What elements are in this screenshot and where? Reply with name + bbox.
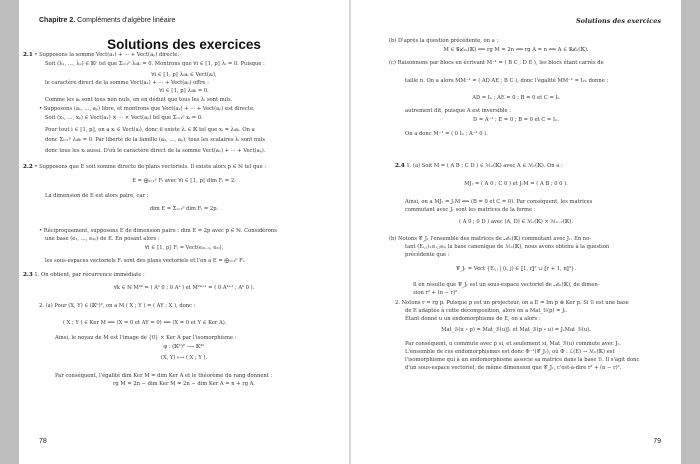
text-line: 2. Notons r = rg p. Puisque p est un projecteur, on a E = Im p ⊕ Ker p. Si ℬ est une base	[395, 300, 629, 306]
text-line: AD = Iₙ ; AE = 0 ; B = 0 et C = Iₙ	[472, 95, 560, 101]
page-number-right: 79	[653, 438, 661, 445]
text-line: sion r² + (n − r)².	[413, 290, 459, 296]
text-line: • Supposons (a₁, …, aₚ) libre, et montrons que Vect(a₁) + ··· + Vect(aₚ) est directe.	[39, 106, 255, 112]
text-line: Soit (λ₁, …, λₚ) ∈ 𝕂ᵖ tel que Σᵢ₌₁ᵖ λᵢaᵢ = 0. Montrons que ∀i ∈ ⟦1, p⟧ λᵢ = 0. Puisque :	[45, 61, 265, 67]
chapter-label: Chapitre 2.	[39, 17, 76, 24]
text-line: La dimension de E est alors paire, car :	[45, 193, 149, 199]
text-line: 𝒞_Jᵣ = Vect {Eᵢ,ⱼ | (i, j) ∈ ⟦1, r⟧² ∪ ⟦r + 1, n⟧²}.	[455, 266, 577, 272]
text-line: Ainsi, le noyau de M est l'image de {0} × Ker A par l'isomorphisme :	[55, 335, 237, 341]
text-line: Par conséquent, u commute avec p si, et seulement si, Mat_ℬ(u) commute avec Jᵣ.	[405, 341, 621, 347]
text-line: Comme les aᵢ sont tous non nuls, on en déduit que tous les λᵢ sont nuls.	[45, 97, 233, 103]
exercise-number: 2.2	[23, 164, 33, 170]
chapter-title: Compléments d'algèbre linéaire	[77, 17, 176, 24]
text-line: Soit (x₁, …, xₚ) ∈ Vect(a₁) × ··· × Vect(aₚ) tel que Σᵢ₌₁ᵖ xᵢ = 0.	[45, 115, 203, 121]
text-line: autrement dit, puisque A est inversible :	[405, 108, 511, 114]
text-line: Pour tout i ∈ ⟦1, p⟧, on a xᵢ ∈ Vect(aᵢ), donc il existe λᵢ ∈ 𝕂 tel que xᵢ = λᵢaᵢ. On a	[45, 127, 255, 133]
text-line: 2. (a) Pour (X, Y) ∈ (𝕂ⁿ)², on a M ( X ; Y ) = ( AY ; X ), donc :	[39, 303, 196, 309]
text-line: M ∈ 𝒢ℒ₂ₙ(𝕂) ⟺ rg M = 2n ⟺ rg A = n ⟺ A ∈ 𝒢ℒₙ(𝕂).	[443, 47, 589, 53]
text-line: taille n. On a alors MM⁻¹ = ( AD AE ; B C ), donc l'égalité MM⁻¹ = I₂ₙ donne :	[405, 78, 609, 84]
text-line: commutant avec Jᵣ sont les matrices de la forme :	[405, 207, 536, 213]
text-line: Ainsi, on a MJᵣ = JᵣM ⟺ (B = 0 et C = 0). Par conséquent, les matrices	[405, 199, 593, 205]
text-line: dim E = Σᵢ₌₁ᵖ dim Fᵢ = 2p.	[149, 206, 219, 212]
text-line: de E adaptée à cette décomposition, alors on a Mat_ℬ(p) = Jᵣ.	[405, 308, 568, 314]
text-line: rg M = 2n − dim Ker M = 2n − dim Ker A = n + rg A.	[112, 381, 256, 387]
text-line: ∀i ∈ ⟦1, p⟧ λᵢaᵢ = 0.	[159, 88, 209, 94]
exercise-number: 2.3	[23, 272, 33, 278]
text-line: Par conséquent, l'égalité dim Ker M = dim Ker A et le théorème du rang donnent :	[55, 373, 273, 379]
text-line: (b) D'après la question précédente, on a :	[389, 38, 499, 44]
text-line: On a donc M⁻¹ = ( 0 Iₙ ; A⁻¹ 0 ).	[405, 131, 488, 137]
text-line: D = A⁻¹ ; E = 0 ; B = 0 et C = Iₙ.	[473, 117, 559, 123]
text-line: 2.3 1. On obtient, par récurrence immédiate :	[23, 272, 145, 278]
text-line: Mat_ℬ(u ∘ p) = Mat_ℬ(u)Jᵣ et Mat_ℬ(p ∘ u) = JᵣMat_ℬ(u).	[441, 327, 591, 333]
text-line: MJᵣ = ( A 0 ; C 0 ) et JᵣM = ( A B ; 0 0 ).	[464, 181, 568, 187]
text-line: 2.1 • Supposons la somme Vect(a₁) + ··· + Vect(aₚ) directe.	[23, 52, 180, 58]
text-line: donc tous les xᵢ aussi. D'où le caractère direct de la somme Vect(a₁) + ··· + Vect(aₚ).	[45, 148, 266, 154]
exercise-number: 2.1	[23, 52, 33, 58]
text-line: 2.2 • Supposons que E soit somme directe de plans vectoriels. Il existe alors p ∈ ℕ tel que :	[23, 164, 267, 170]
running-head-right: Solutions des exercices	[575, 17, 661, 25]
text-line: (X, Y) ⟼ ( X ; Y ).	[160, 355, 208, 361]
text-line: (b) Notons 𝒞_Jᵣ l'ensemble des matrices de ℳₙ(𝕂) commutant avec Jᵣ. En no-	[389, 236, 592, 242]
text-line: ∀i ∈ ⟦1, p⟧ λᵢaᵢ ∈ Vect(aᵢ),	[151, 72, 217, 78]
text-line: ∀k ∈ ℕ M²ᵏ = ( Aᵏ 0 ; 0 Aᵏ ) et M²ᵏ⁺¹ = ( 0 Aᵏ⁺¹ ; Aᵏ 0 ).	[113, 285, 255, 291]
text-line: l'isomorphisme qui à un endomorphisme associe sa matrice dans la base ℬ. Il s'agit donc	[405, 357, 640, 363]
text-line: ∀i ∈ ⟦1, p⟧ Fᵢ = Vect(e₂ᵢ₋₁, e₂ᵢ),	[144, 245, 224, 251]
text-line: une base (e₁, …, e₂ₚ) de E. En posant alors :	[45, 236, 160, 242]
page-number-left: 78	[39, 438, 47, 445]
text-line: E = ⨁ᵢ₌₁ᵖ Fᵢ avec ∀i ∈ ⟦1, p⟧ dim Fᵢ = 2.	[132, 178, 236, 184]
text-line: (c) Raisonnons par blocs en écrivant M⁻¹ = ( B C ; D E ), les blocs étant carrés de	[389, 60, 604, 66]
text-line: • Réciproquement, supposons E de dimension paire : dim E = 2p avec p ∈ ℕ. Considérons	[39, 228, 277, 234]
right-page	[351, 0, 681, 464]
text-line: les sous-espaces vectoriels Fᵢ sont des plans vectoriels et l'on a E = ⨁ᵢ₌₁ᵖ Fᵢ.	[45, 258, 246, 264]
text-line: le caractère direct de la somme Vect(a₁) + ··· + Vect(aₚ) offre :	[45, 80, 209, 86]
text-line: donc Σᵢ₌₁ᵖ λᵢaᵢ = 0. Par liberté de la famille (a₁, …, aₚ), tous les scalaires λᵢ sont nuls	[45, 137, 265, 143]
left-page	[19, 0, 349, 464]
text-line: Étant donné u un endomorphisme de E, on a alors :	[405, 316, 541, 322]
text-line: précédente que :	[405, 252, 450, 258]
text-line: L'ensemble de ces endomorphismes est donc Φ⁻¹(𝒞_Jᵣ), où Φ : ℒ(E) → ℳₙ(𝕂) est	[405, 349, 615, 355]
exercise-number: 2.4	[395, 163, 405, 169]
text-line: Il en résulte que 𝒞_Jᵣ est un sous-espace vectoriel de ℳₙ(𝕂), de dimen-	[413, 282, 600, 288]
text-line: ( X ; Y ) ∈ Ker M ⟺ (X = 0 et AY = 0) ⟺ (X = 0 et Y ∈ Ker A).	[63, 320, 227, 326]
running-head-left	[39, 17, 175, 24]
text-line: φ : (𝕂ⁿ)² ⟶ 𝕂²ⁿ	[163, 344, 205, 350]
section-title: Solutions des exercices	[107, 37, 261, 52]
text-line: d'un sous-espace vectoriel, de même dimension que 𝒞_Jᵣ, c'est-à-dire r² + (n − r)².	[405, 365, 622, 371]
text-line: ( A 0 ; 0 D ) avec (A, D) ∈ ℳᵣ(𝕂) × ℳₙ₋ᵣ(𝕂).	[459, 219, 573, 225]
text-line: tant (Eᵢ,ⱼ)₁≤ᵢ,ⱼ≤ₙ la base canonique de ℳₙ(𝕂), nous avons obtenu à la question	[405, 244, 610, 250]
text-line: 2.4 1. (a) Soit M = ( A B ; C D ) ∈ ℳₙ(𝕂) avec A ∈ ℳᵣ(𝕂). On a :	[395, 163, 563, 169]
